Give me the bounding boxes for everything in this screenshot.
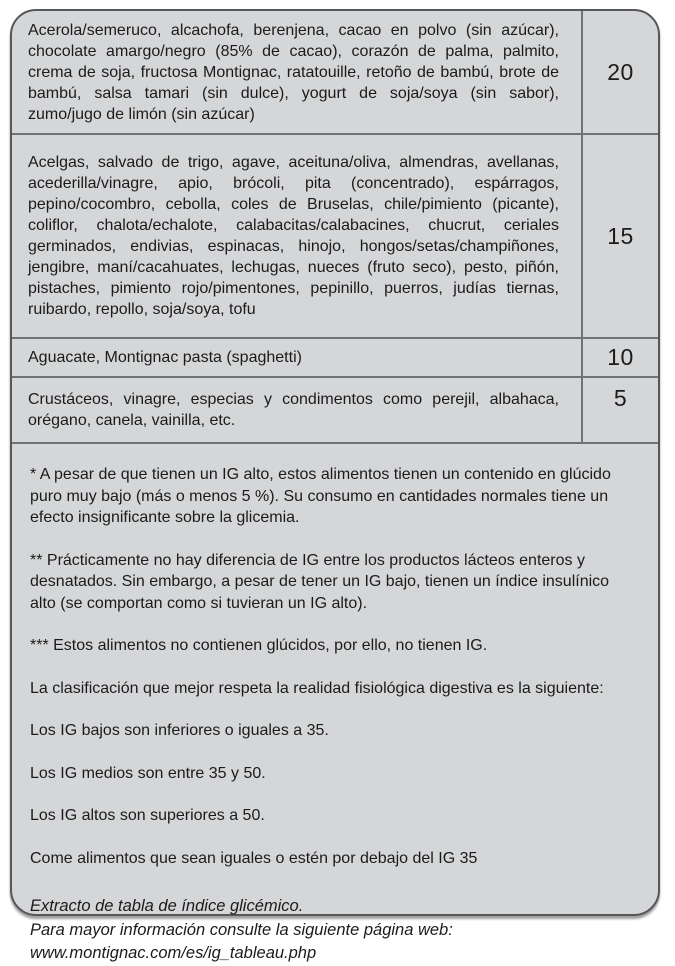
table-row-ig-5 [12, 378, 658, 444]
foods-cell [12, 378, 583, 442]
table-row-ig-15 [12, 135, 658, 339]
glycemic-index-table [12, 11, 658, 444]
foods-list: Acerola/semeruco, alcachofa, berenjena, cacao en polvo (sin azúcar), chocolate amargo/negro (85% de cacao), corazón de palma, palmito, crema de soja, fructosa Montignac, ratatouille, retoño de bambú, brote de bambú, salsa tamari (sin dulce), yogurt de soja/soya (sin sabor), zumo/jugo de limón (sin azúcar) [28, 21, 559, 123]
ig-value-cell [583, 378, 658, 442]
classification-rule-high: Los IG altos son superiores a 50. [30, 807, 265, 824]
footnote-high-ig: * A pesar de que tienen un IG alto, estos alimentos tienen un contenido en glúcido puro muy bajo (más o menos 5 %). Su consumo en cantidades normales tiene un efecto insignificante sobre la glicemia. [30, 466, 611, 526]
ig-value: 5 [613, 385, 628, 411]
source-title: Extracto de tabla de índice glicémico. [30, 897, 304, 915]
ig-value: 15 [607, 222, 634, 249]
foods-list: Acelgas, salvado de trigo, agave, aceituna/oliva, almendras, avellanas, acederilla/vinagre, apio, brócoli, pita (concentrado), espárragos, pepino/cocombro, cebolla, coles de Bruselas, chile/pimiento (picante), coliflor, chalota/echalote, calabacitas/calabacines, chucrut, ceriales germinados, endivias, espinacas, hinojo, hongos/setas/champiñones, jengibre, maní/cacahuates, lechugas, nueces (fruto seco), pesto, piñón, pistaches, pimiento rojo/pimentones, pepinillo, puerros, judías tiernas, ruibardo, repollo, soja/soya, tofu [28, 154, 559, 318]
footnotes-section [12, 444, 658, 966]
table-row-ig-10 [12, 339, 658, 378]
foods-cell [12, 135, 583, 337]
ig-value-cell [583, 11, 658, 133]
footnote-no-ig: *** Estos alimentos no contienen glúcidos, por ello, no tienen IG. [30, 637, 488, 654]
ig-value-cell [583, 135, 658, 337]
footnote-dairy: ** Prácticamente no hay diferencia de IG entre los productos lácteos enteros y desnatados. Sin embargo, a pesar de tener un IG bajo, tienen un índice insulínico alto (se comportan como si tuvieran un IG alto). [30, 551, 610, 612]
table-row-ig-20 [12, 11, 658, 135]
glycemic-index-sheet [10, 9, 660, 962]
ig-value-cell [583, 339, 658, 376]
classification-rule-medium: Los IG medios son entre 35 y 50. [30, 764, 266, 782]
source-url: www.montignac.com/es/ig_tableau.php [30, 944, 317, 962]
source-more-info: Para mayor información consulte la siguiente página web: [30, 920, 453, 939]
classification-advice: Come alimentos que sean iguales o estén por debajo del IG 35 [30, 849, 478, 867]
foods-cell [12, 339, 583, 376]
foods-list: Aguacate, Montignac pasta (spaghetti) [28, 349, 302, 366]
ig-value: 10 [607, 344, 634, 370]
classification-rule-low: Los IG bajos son inferiores o iguales a 35. [30, 722, 329, 739]
ig-value: 20 [607, 58, 634, 85]
foods-list: Crustáceos, vinagre, especias y condimentos como perejil, albahaca, orégano, canela, vainilla, etc. [28, 391, 559, 429]
classification-block [30, 678, 632, 870]
foods-cell [12, 11, 583, 133]
source-note [30, 895, 632, 966]
classification-intro: La clasificación que mejor respeta la realidad fisiológica digestiva es la siguiente: [30, 679, 604, 697]
